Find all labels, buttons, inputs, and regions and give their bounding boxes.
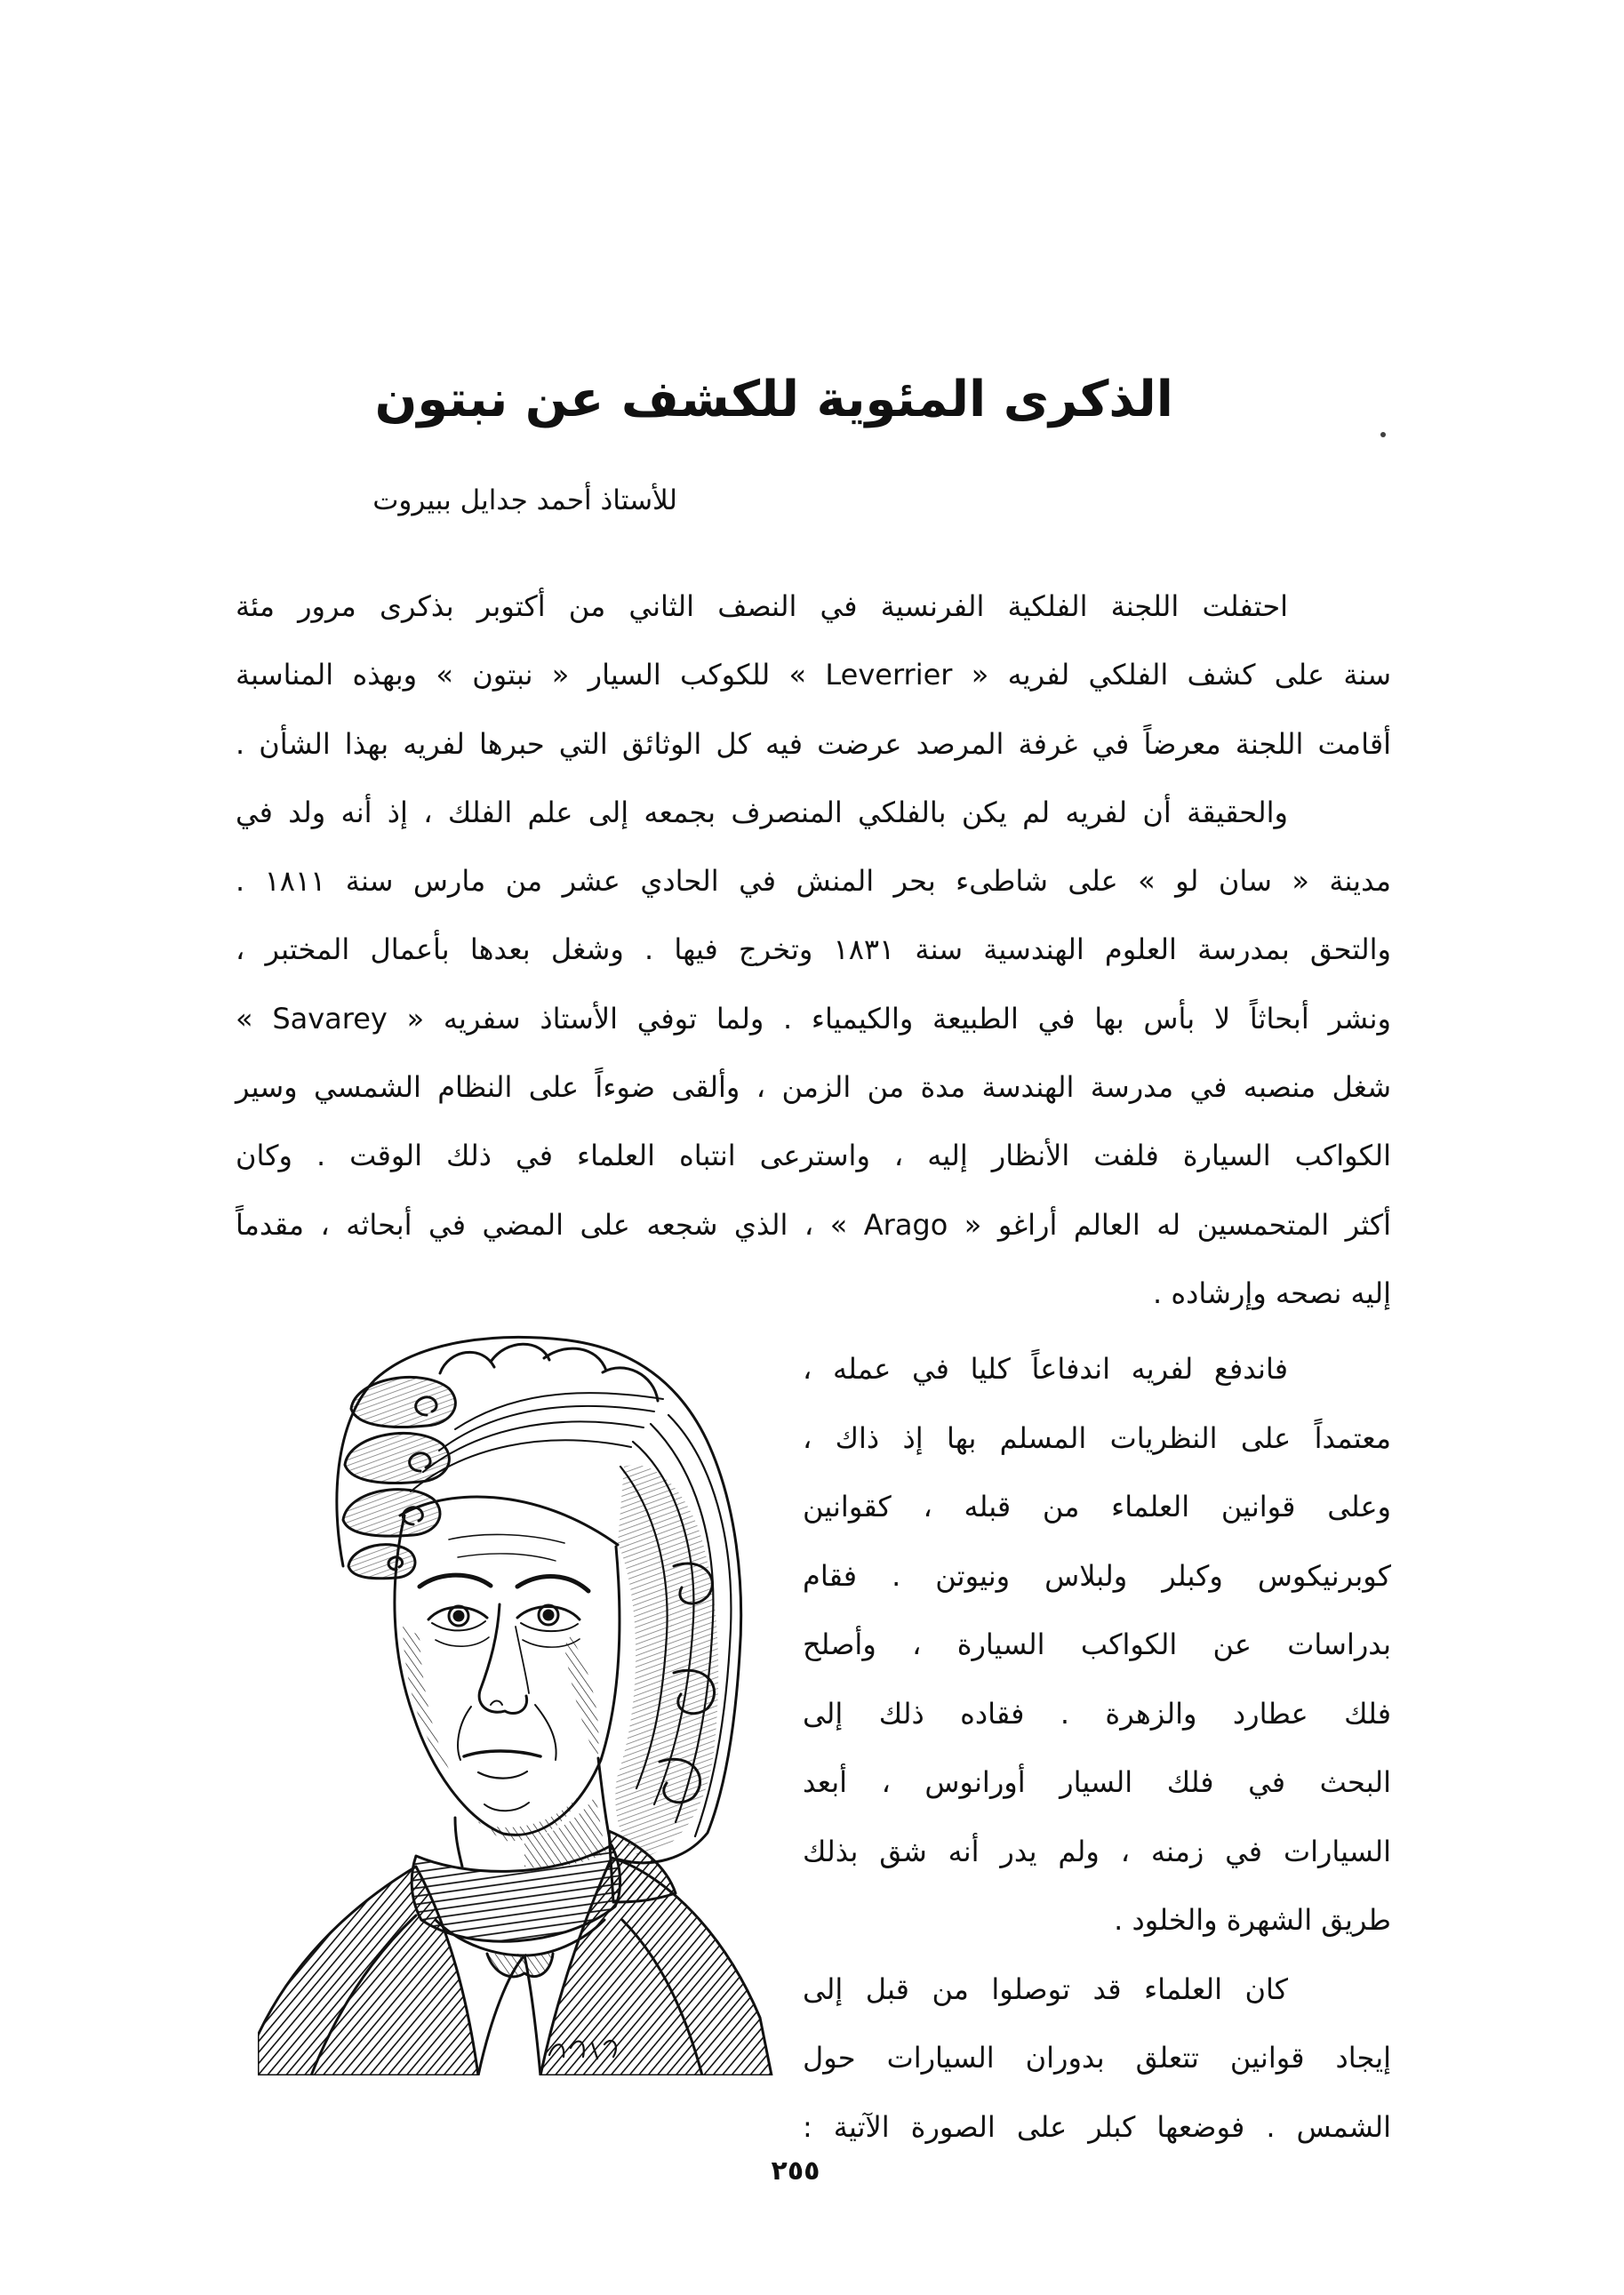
body-line: إليه نصحه وإرشاده . [1153, 1275, 1391, 1310]
column-line: كان العلماء قد توصلوا من قبل إلى [803, 1971, 1288, 2006]
column-line: السيارات في زمنه ، ولم يدر أنه شق بذلك [803, 1834, 1391, 1868]
body-line: شغل منصبه في مدرسة الهندسة مدة من الزمن ، وألقى ضوءاً على النظام الشمسي وسير [236, 1070, 1391, 1105]
body-line: والحقيقة أن لفريه لم يكن بالفلكي المنصرف بجمعه إلى علم الفلك ، إذ أنه ولد في [236, 795, 1288, 829]
column-line: كوبرنيكوس وكبلر ولبلاس ونيوتن . فقام [803, 1558, 1391, 1593]
article-title: الذكرى المئوية للكشف عن نبتون [374, 371, 1173, 428]
body-line: الكواكب السيارة فلفت الأنظار إليه ، واسترعى انتباه العلماء في ذلك الوقت . وكان [236, 1139, 1391, 1173]
scan-speck [1380, 432, 1386, 437]
column-line: فلك عطارد والزهرة . فقاده ذلك إلى [803, 1696, 1391, 1731]
portrait-eyebrows [420, 1575, 588, 1591]
body-line: أقامت اللجنة معرضاً في غرفة المرصد عرضت فيه كل الوثائق التي حبرها لفريه بهذا الشأن . [236, 726, 1391, 761]
column-line: وعلى قوانين العلماء من قبله ، كقوانين [803, 1490, 1391, 1523]
portrait-neck [455, 1758, 612, 1867]
portrait-eyes [428, 1605, 580, 1647]
column-line: إيجاد قوانين تتعلق بدوران السيارات حول [803, 2041, 1391, 2075]
column-line: البحث في فلك السيار أورانوس ، أبعد [803, 1765, 1391, 1799]
portrait-coat [258, 1831, 772, 2075]
column-line: معتمداً على النظريات المسلم بها إذ ذاك ، [803, 1420, 1391, 1455]
column-line: فاندفع لفريه اندفاعاً كليا في عمله ، [803, 1352, 1288, 1386]
portrait-wig [337, 1337, 741, 1862]
body-line: مدينة « سان لو » على شاطىء بحر المنش في الحادي عشر من مارس سنة ١٨١١ . [236, 864, 1392, 899]
body-line: احتفلت اللجنة الفلكية الفرنسية في النصف الثاني من أكتوبر بذكرى مرور مئة [236, 589, 1288, 623]
body-line: ونشر أبحاثاً لا بأس بها في الطبيعة والكيمياء . ولما توفي الأستاذ سفريه « Savarey » [236, 1001, 1392, 1036]
body-line: سنة على كشف الفلكي لفريه « Leverrier » للكوكب السيار « نبتون » وبهذه المناسبة [236, 658, 1392, 692]
author-byline: للأستاذ أحمد جدايل ببيروت [372, 484, 677, 516]
body-line: والتحق بمدرسة العلوم الهندسية سنة ١٨٣١ وتخرج فيها . وشغل بعدها بأعمال المختبر ، [236, 932, 1392, 967]
column-line: طريق الشهرة والخلود . [1114, 1903, 1391, 1937]
body-line: أكثر المتحمسين له العالم أراغو « Arago » ، الذي شجعه على المضي في أبحاثه ، مقدماً [236, 1207, 1392, 1242]
column-line: الشمس . فوضعها كبلر على الصورة الآتية : [803, 2109, 1391, 2144]
article-column [803, 1335, 1391, 2162]
portrait-mouth [464, 1751, 540, 1811]
portrait-face [395, 1515, 620, 1841]
page-number: ٢٥٥ [771, 2155, 820, 2187]
portrait-engraving [258, 1333, 773, 2075]
column-line: بدراسات عن الكواكب السيارة ، وأصلح [803, 1627, 1391, 1661]
article-body [236, 572, 1391, 1328]
